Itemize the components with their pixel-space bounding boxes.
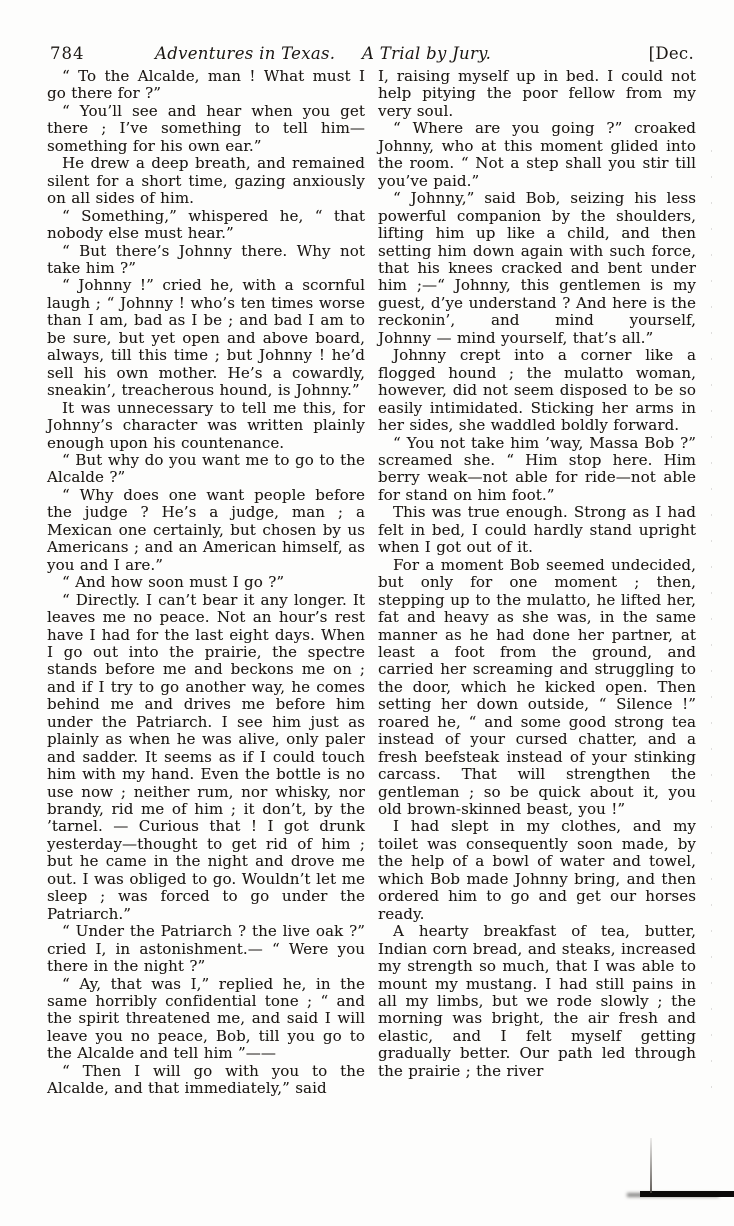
paragraph: I had slept in my clothes, and my toilet was consequently soon made, by the help of a bowl of water and towel, which Bob made Johnny bring, and then ordered him to go and get our horses ready. [378,817,696,923]
paragraph: For a moment Bob seemed undecided, but only for one moment ; then, stepping up to the mulatto, he lifted her, fat and heavy as she was, in the same manner as he had done her partner, at least a foot from the ground, and carried her screaming and struggling to the door, which he kicked open. Then setting her down outside, “ Silence !” roared he, “ and some good strong tea instead of your cursed chatter, and a fresh beefsteak instead of your stinking carcass. That will strengthen the gentleman ; so be quick about it, you old brown-skinned beast, you !” [378,555,696,819]
paragraph: “ You’ll see and hear when you get there ; I’ve something to tell him—something for his own ear.” [47,101,365,155]
scan-artifact-dots [711,150,712,1100]
paragraph: Johnny crept into a corner like a flogged hound ; the mulatto woman, however, did not seem disposed to be so easily intimidated. Sticking her arms in her sides, she waddled boldly forward. [378,346,696,435]
paragraph: “ But there’s Johnny there. Why not take him ?” [47,241,365,277]
running-title-right: A Trial by Jury. [362,44,492,63]
right-column [378,68,696,1098]
page-number: 784 [50,44,85,63]
paragraph: “ To the Alcalde, man ! What must I go there for ?” [47,67,365,103]
paragraph: “ Where are you going ?” croaked Johnny, who at this moment glided into the room. “ Not a step shall you stir till you’ve paid.” [378,119,696,190]
paragraph: “ Directly. I can’t bear it any longer. It leaves me no peace. Not an hour’s rest have I had for the last eight days. When I go out into the prairie, the spectre stands before me and beckons me on ; and if I try to go another way, he comes behind me and drives me before him under the Patriarch. I see him just as plainly as when he was alive, only paler and sadder. It seems as if I could touch him with my hand. Even the bottle is no use now ; neither rum, nor whisky, nor brandy, rid me of him ; it don’t, by the ’tarnel. — Curious that ! I got drunk yesterday—thought to get rid of him ; but he came in the night and drove me out. I was obliged to go. Wouldn’t let me sleep ; was forced to go under the Patriarch.” [47,590,365,923]
paragraph: “ And how soon must I go ?” [62,573,285,592]
paragraph: “ You not take him ’way, Massa Bob ?” screamed she. “ Him stop here. Him berry weak—not able for ride—not able for stand on him foot.” [378,433,696,504]
scan-artifact-line [650,1138,652,1193]
paragraph: “ Johnny,” said Bob, seizing his less powerful companion by the shoulders, lifting him up like a child, and then setting him down again with such force, that his knees cracked and bent under him ;—“ Johnny, this gentlemen is my guest, d’ye understand ? And here is the reckonin’, and mind yourself, Johnny — mind yourself, that’s all.” [378,189,696,347]
paragraph: This was true enough. Strong as I had felt in bed, I could hardly stand upright when I got out of it. [378,503,696,557]
paragraph: “ Johnny !” cried he, with a scornful laugh ; “ Johnny ! who’s ten times worse than I am, bad as I be ; and bad I am to be sure, but yet open and above board, always, till this time ; but Johnny ! he’d sell his own mother. He’s a cowardly, sneakin’, treacherous hound, is Johnny.” [47,276,365,400]
text-columns [47,68,696,1098]
left-column [47,68,365,1098]
scan-artifact-bar [640,1191,734,1197]
paragraph: “ Under the Patriarch ? the live oak ?” cried I, in astonishment.— “ Were you there in the night ?” [47,922,365,976]
paragraph: “ But why do you want me to go to the Alcalde ?” [47,450,365,487]
paragraph: “ Why does one want people before the judge ? He’s a judge, man ; a Mexican one certainly, but chosen by us Americans ; and an American himself, as you and I are.” [47,485,365,574]
page-header [47,44,696,66]
running-title-left: Adventures in Texas. [155,44,336,63]
paragraph: He drew a deep breath, and remained silent for a short time, gazing anxiously on all sides of him. [47,154,365,208]
paragraph: A hearty breakfast of tea, butter, Indian corn bread, and steaks, increased my strength so much, that I was able to mount my mustang. I had still pains in all my limbs, but we rode slowly ; the morning was bright, the air fresh and elastic, and I felt myself getting gradually better. Our path led through the prairie ; the river [378,922,696,1080]
paragraph: “ Something,” whispered he, “ that nobody else must hear.” [47,206,365,243]
paragraph: “ Ay, that was I,” replied he, in the same horribly confidential tone ; “ and the spirit threatened me, and said I will leave you no peace, Bob, till you go to the Alcalde and tell him ”—— [47,974,365,1063]
paragraph: I, raising myself up in bed. I could not help pitying the poor fellow from my very soul. [378,67,696,120]
paragraph: “ Then I will go with you to the Alcalde, and that immediately,” said [47,1061,365,1098]
paragraph: It was unnecessary to tell me this, for Johnny’s character was written plainly enough upon his countenance. [47,398,365,452]
issue-label: [Dec. [648,44,694,63]
